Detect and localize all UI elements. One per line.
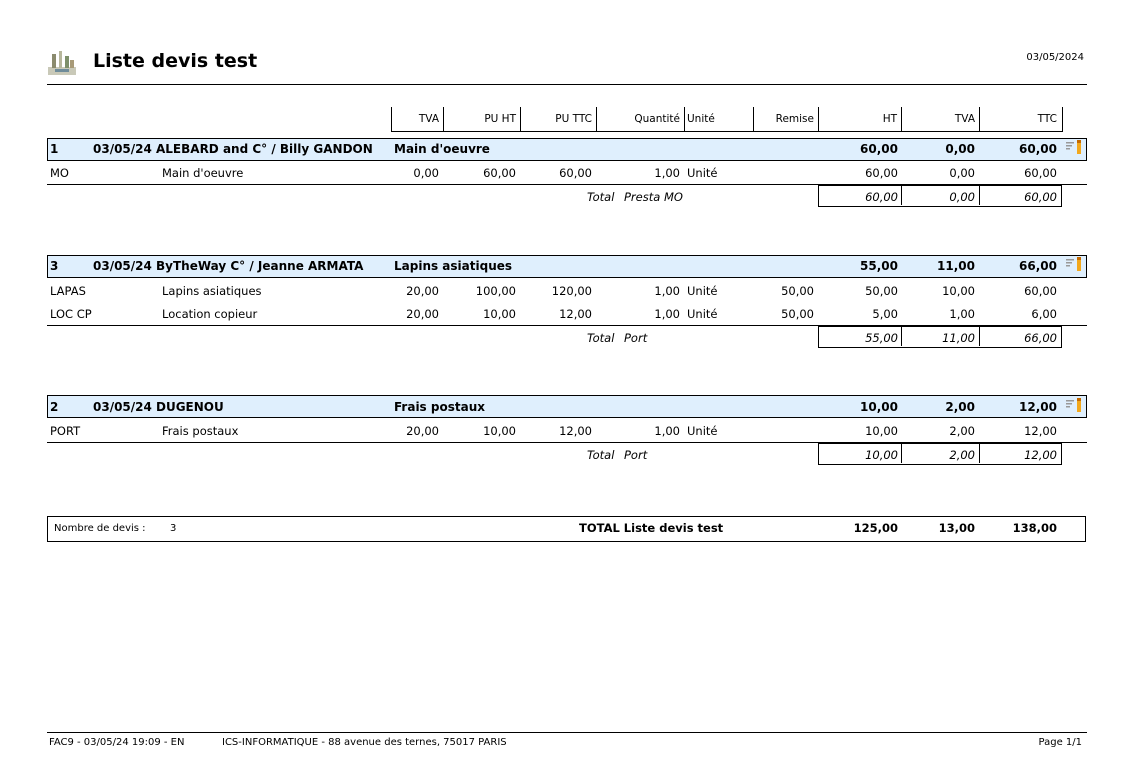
note-flag-icon[interactable] (1066, 257, 1082, 271)
line-qte: 1,00 (654, 424, 680, 438)
total-label: Total (587, 448, 615, 462)
quote-ttc: 60,00 (1019, 142, 1057, 156)
footer-divider (47, 732, 1087, 733)
line-puttc: 12,00 (559, 424, 592, 438)
col-ttc-label: TTC (1037, 113, 1057, 125)
total-tva: 11,00 (942, 331, 975, 345)
line-tva-amount: 10,00 (942, 284, 975, 298)
total-label: Total (587, 190, 615, 204)
line-puttc: 120,00 (551, 284, 592, 298)
quote-label: Main d'oeuvre (394, 142, 490, 156)
page-number: Page 1/1 (1038, 737, 1082, 748)
note-flag-icon[interactable] (1066, 140, 1082, 154)
quote-ht: 55,00 (860, 259, 898, 273)
line-ttc: 60,00 (1024, 284, 1057, 298)
quote-date: 03/05/24 (93, 400, 152, 414)
line-ttc: 12,00 (1024, 424, 1057, 438)
footer-company: ICS-INFORMATIQUE - 88 avenue des ternes, 75017 PARIS (222, 737, 507, 748)
line-code: PORT (50, 424, 81, 438)
line-ht: 5,00 (872, 307, 898, 321)
line-puht: 60,00 (483, 166, 516, 180)
line-ht: 50,00 (865, 284, 898, 298)
col-unite-label: Unité (687, 113, 715, 125)
total-name: Port (624, 448, 648, 462)
total-ttc: 66,00 (1024, 331, 1057, 345)
line-unite: Unité (687, 166, 718, 180)
total-tva: 2,00 (949, 448, 975, 462)
total-name: Presta MO (624, 190, 683, 204)
logo-icon (46, 49, 78, 77)
quote-count-label: Nombre de devis : (54, 523, 146, 534)
line-puht: 10,00 (483, 424, 516, 438)
total-ht: 10,00 (865, 448, 898, 462)
line-code: LOC CP (50, 307, 92, 321)
col-tva-label: TVA (418, 113, 439, 125)
line-desc: Lapins asiatiques (162, 284, 262, 298)
line-tva: 20,00 (406, 307, 439, 321)
quote-date: 03/05/24 (93, 259, 152, 273)
line-puttc: 60,00 (559, 166, 592, 180)
line-tva: 20,00 (406, 424, 439, 438)
line-tva: 0,00 (413, 166, 439, 180)
total-ht: 55,00 (865, 331, 898, 345)
quote-number: 1 (50, 142, 59, 156)
total-tva: 0,00 (949, 190, 975, 204)
line-desc: Main d'oeuvre (162, 166, 244, 180)
line-code: MO (50, 166, 69, 180)
line-qte: 1,00 (654, 284, 680, 298)
line-qte: 1,00 (654, 166, 680, 180)
line-code: LAPAS (50, 284, 86, 298)
line-ttc: 60,00 (1024, 166, 1057, 180)
grand-total-label: TOTAL Liste devis test (579, 521, 724, 535)
grand-total-ttc: 138,00 (1012, 521, 1057, 535)
line-ttc: 6,00 (1031, 307, 1057, 321)
line-unite: Unité (687, 424, 718, 438)
quote-date: 03/05/24 (93, 142, 152, 156)
col-puht-label: PU HT (484, 113, 516, 125)
total-name: Port (624, 331, 648, 345)
line-unite: Unité (687, 284, 718, 298)
col-qte-label: Quantité (634, 113, 680, 125)
quote-ttc: 66,00 (1019, 259, 1057, 273)
line-desc: Location copieur (162, 307, 258, 321)
total-ttc: 60,00 (1024, 190, 1057, 204)
report-title: Liste devis test (93, 50, 258, 72)
line-puht: 10,00 (483, 307, 516, 321)
note-flag-icon[interactable] (1066, 398, 1082, 412)
quote-tva: 2,00 (945, 400, 975, 414)
footer-info: FAC9 - 03/05/24 19:09 - EN (49, 737, 185, 748)
quote-client: ALEBARD and C° / Billy GANDON (156, 142, 373, 156)
line-puttc: 12,00 (559, 307, 592, 321)
quote-count: 3 (170, 523, 177, 534)
line-unite: Unité (687, 307, 718, 321)
col-tva2-label: TVA (954, 113, 975, 125)
line-remise: 50,00 (781, 307, 814, 321)
quote-label: Lapins asiatiques (394, 259, 513, 273)
quote-ht: 60,00 (860, 142, 898, 156)
col-remise-label: Remise (775, 113, 814, 125)
quote-number: 2 (50, 400, 59, 414)
quote-label: Frais postaux (394, 400, 485, 414)
line-ht: 60,00 (865, 166, 898, 180)
line-desc: Frais postaux (162, 424, 239, 438)
header-divider (47, 84, 1087, 85)
quote-tva: 11,00 (937, 259, 975, 273)
total-ttc: 12,00 (1024, 448, 1057, 462)
grand-total-ht: 125,00 (853, 521, 898, 535)
quote-tva: 0,00 (945, 142, 975, 156)
line-qte: 1,00 (654, 307, 680, 321)
total-ht: 60,00 (865, 190, 898, 204)
line-tva-amount: 2,00 (949, 424, 975, 438)
line-puht: 100,00 (475, 284, 516, 298)
quote-ttc: 12,00 (1019, 400, 1057, 414)
report-date: 03/05/2024 (1026, 52, 1084, 63)
quote-client: ByTheWay C° / Jeanne ARMATA (156, 259, 364, 273)
quote-client: DUGENOU (156, 400, 224, 414)
line-tva: 20,00 (406, 284, 439, 298)
line-tva-amount: 0,00 (949, 166, 975, 180)
line-remise: 50,00 (781, 284, 814, 298)
grand-total-tva: 13,00 (938, 521, 975, 535)
col-puttc-label: PU TTC (555, 113, 592, 125)
total-label: Total (587, 331, 615, 345)
quote-ht: 10,00 (860, 400, 898, 414)
col-ht-label: HT (882, 113, 897, 125)
quote-number: 3 (50, 259, 59, 273)
line-tva-amount: 1,00 (949, 307, 975, 321)
line-ht: 10,00 (865, 424, 898, 438)
